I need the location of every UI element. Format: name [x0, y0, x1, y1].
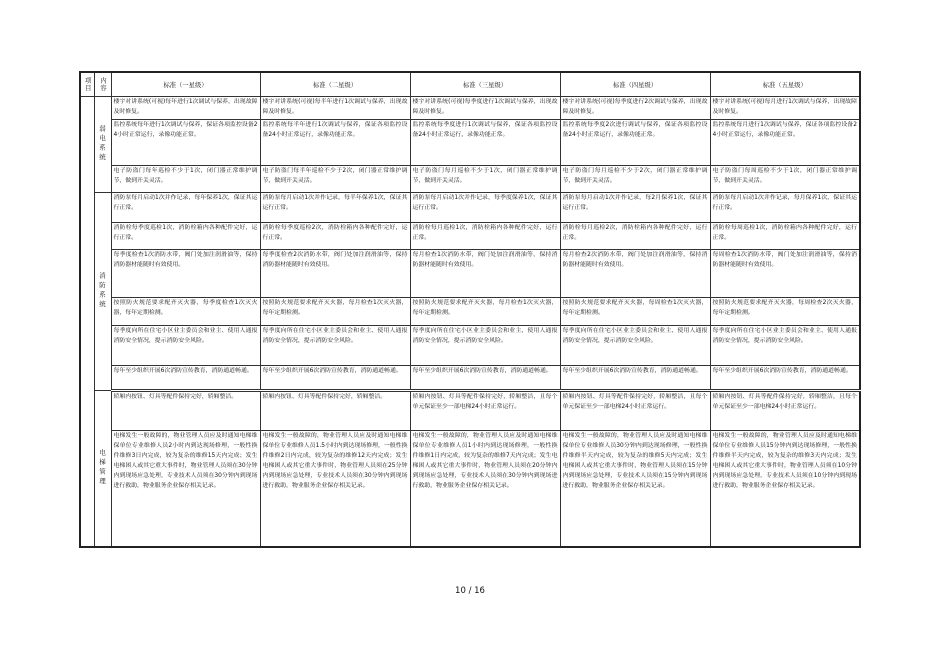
table-cell: 按照防火规范要求配齐灭火器，每周检查2次灭火器，每年定期检测。: [710, 298, 860, 325]
table-row: [80, 298, 860, 325]
table-cell: 轿厢内按钮、灯具等配件保持完好，轿厢整洁。: [111, 390, 260, 430]
header-level-1: 标准（一星级）: [111, 72, 260, 96]
table-row: [80, 119, 860, 165]
table-row: [80, 222, 860, 249]
table-cell: 监控系统每月进行1次调试与保养，保证各项监控设备24小时正常运行，录像功能正常。: [710, 119, 860, 165]
table-cell: 每年至少组织开展6次消防宣传教育，消防通道畅通。: [710, 365, 860, 390]
table-cell: 消防栓每季度巡检2次，消防栓箱内各种配件完好，运行正常。: [260, 222, 410, 249]
table-row: [80, 193, 860, 222]
table-cell: 消防泵每月启动1次并作记录，每2月保养1次，保证其运行正常。: [560, 193, 710, 222]
table-cell: 每季度向所在住宅小区业主委员会和业主、使用人通报消防安全情况，提示消防安全风险。: [560, 325, 710, 365]
table-cell: 电梯发生一般故障的，物业管理人员应及时通知电梯维保单位专业维修人员30分钟内到达现场修理，一般性换件维修半天内完成，较为复杂的维修5天内完成；发生电梯困人或其它重大事件时，物业管理人员须在15分钟内到现场应急处理，专业技术人员须在15分钟内到现场进行救助，物业服务企业保存相关记录。: [560, 430, 710, 547]
table-cell: 按照防火规范要求配齐灭火器，每周检查1次灭火器，每年定期检测。: [560, 298, 710, 325]
table-cell: 每周检查1次消防水带，阀门处加注润滑油等，保持消防器材能随时有效使用。: [710, 249, 860, 297]
table-row: [80, 96, 860, 119]
table-cell: 监控系统每半年进行1次调试与保养，保证各项监控设备24小时正常运行，录像功能正常。: [260, 119, 410, 165]
table-cell: 消防栓每季度巡检1次，消防栓箱内各种配件完好，运行正常。: [111, 222, 260, 249]
table-cell: 每季度向所在住宅小区业主委员会和业主、使用人通报消防安全情况，提示消防安全风险。: [710, 325, 860, 365]
table-cell: 楼宇对讲系统(可视)每季度进行2次调试与保养，出现故障及时修复。: [560, 96, 710, 119]
table-cell: 楼宇对讲系统(可视)每季度进行1次调试与保养，出现故障及时修复。: [410, 96, 560, 119]
table-cell: 每季度检查2次消防水带，阀门处加注润滑油等，保持消防器材能随时有效使用。: [260, 249, 410, 297]
table-row: [80, 390, 860, 430]
table-cell: 每季度向所在住宅小区业主委员会和业主、使用人通报消防安全情况，提示消防安全风险。: [410, 325, 560, 365]
table-cell: 楼宇对讲系统(可视)每月进行1次调试与保养，出现故障及时修复。: [710, 96, 860, 119]
table-cell: 轿厢内按钮、灯具等配件保持完好，轿厢整洁。: [260, 390, 410, 430]
table-cell: 轿厢内按钮、灯具等配件保持完好，轿厢整洁，且每个单元保证至少一部电梯24小时正常运行。: [710, 390, 860, 430]
table-cell: 电子防盗门每半年巡检不少于2次，闭门器正常维护调节，做到开关灵活。: [260, 165, 410, 192]
table-cell: 每季度检查1次消防水带，阀门处加注润滑油等，保持消防器材能随时有效使用。: [111, 249, 260, 297]
table-cell: 电梯发生一般故障的，物业管理人员应及时通知电梯维保单位专业维修人员2小时内到达现场修理，一般性换件维修3日内完成，较为复杂的维修15天内完成；发生电梯困人或其它重大事件时，物业管理人员须在30分钟内到现场应急处理，专业技术人员须在30分钟内到现场进行救助，物业服务企业保存相关记录。: [111, 430, 260, 547]
table-cell: 每年至少组织开展6次消防宣传教育，消防通道畅通。: [560, 365, 710, 390]
table-cell: 消防栓每月巡检2次，消防栓箱内各种配件完好，运行正常。: [560, 222, 710, 249]
table-cell: 按照防火规范要求配齐灭火器，每月检查1次灭火器，每年定期检测。: [410, 298, 560, 325]
header-level-2: 标准（二星级）: [260, 72, 410, 96]
header-level-5: 标准（五星级）: [710, 72, 860, 96]
table-cell: 消防泵每月启动1次并作记录，每月保养1次，保证其运行正常。: [710, 193, 860, 222]
table-cell: 每年至少组织开展6次消防宣传教育，消防通道畅通。: [410, 365, 560, 390]
table-cell: 电子防盗门每月巡检不少于2次，闭门器正常维护调节，做到开关灵活。: [560, 165, 710, 192]
header-level-3: 标准（三星级）: [410, 72, 560, 96]
table-row: [80, 365, 860, 390]
table-cell: 每季度向所在住宅小区业主委员会和业主、使用人通报消防安全情况，提示消防安全风险。: [260, 325, 410, 365]
table-cell: 按照防火规范要求配齐灭火器，每季度检查1次灭火器，每年定期检测。: [111, 298, 260, 325]
table-cell: 消防泵每月启动1次并作记录，每半年保养1次，保证其运行正常。: [260, 193, 410, 222]
table-row: [80, 325, 860, 365]
table-row: [80, 430, 860, 547]
table-cell: 轿厢内按钮、灯具等配件保持完好，轿厢整洁，且每个单元保证至少一部电梯24小时正常运行。: [560, 390, 710, 430]
page-number: 10 / 16: [455, 586, 485, 596]
table-cell: 电梯发生一般故障的，物业管理人员应及时通知电梯维保单位专业维修人员1小时内到达现场修理，一般性换件维修1日内完成，较为复杂的维修7天内完成；发生电梯困人或其它重大事件时，物业管理人员须在20分钟内到现场应急处理，专业技术人员须在30分钟内到现场进行救助，物业服务企业保存相关记录。: [410, 430, 560, 547]
table-cell: 轿厢内按钮、灯具等配件保持完好，轿厢整洁，且每个单元保证至少一部电梯24小时正常运行。: [410, 390, 560, 430]
table-cell: 消防栓每周巡检1次，消防栓箱内各种配件完好，运行正常。: [710, 222, 860, 249]
header-row: [80, 72, 860, 96]
table-row: [80, 249, 860, 297]
table-cell: 每年至少组织开展6次消防宣传教育，消防通道畅通。: [260, 365, 410, 390]
table-cell: 按照防火规范要求配齐灭火器，每月检查1次灭火器，每年定期检测。: [260, 298, 410, 325]
table-cell: 每季度向所在住宅小区业主委员会和业主、使用人通报消防安全情况，提示消防安全风险。: [111, 325, 260, 365]
header-level-4: 标准（四星级）: [560, 72, 710, 96]
table-cell: 消防泵每月启动1次并作记录，每年保养1次，保证其运行正常。: [111, 193, 260, 222]
table-cell: 电子防盗门每月巡检不少于1次，闭门器正常维护调节，做到开关灵活。: [410, 165, 560, 192]
table-row: [80, 165, 860, 192]
table-cell: 楼宇对讲系统(可视)每年进行1次调试与保养，出现故障及时修复。: [111, 96, 260, 119]
header-content: 内容: [94, 72, 111, 96]
table-cell: 监控系统每年进行1次调试与保养，保证各项监控设备24小时正常运行，录像功能正常。: [111, 119, 260, 165]
table-cell: 每月检查2次消防水带，阀门处加注润滑油等，保持消防器材能随时有效使用。: [560, 249, 710, 297]
header-item: 项目: [80, 72, 94, 96]
table-cell: 每年至少组织开展6次消防宣传教育，消防通道畅通。: [111, 365, 260, 390]
table-cell: 每月检查1次消防水带，阀门处加注润滑油等，保持消防器材能随时有效使用。: [410, 249, 560, 297]
subcategory-elevator: 电梯管理: [94, 390, 111, 547]
table-cell: 消防栓每月巡检1次，消防栓箱内各种配件完好，运行正常。: [410, 222, 560, 249]
table-cell: 电梯发生一般故障的，物业管理人员应及时通知电梯维保单位专业维修人员1.5小时内到达现场修理，一般性换件维修2日内完成，较为复杂的维修12天内完成；发生电梯困人或其它重大事件时，物业管理人员须在25分钟内到现场应急处理，专业技术人员须在30分钟内到现场进行救助，物业服务企业保存相关记录。: [260, 430, 410, 547]
table-cell: 监控系统每季度2次进行调试与保养，保证各项监控设备24小时正常运行，录像功能正常。: [560, 119, 710, 165]
table-cell: 电子防盗门每年巡检不少于1次，闭门器正常维护调节，做到开关灵活。: [111, 165, 260, 192]
subcategory-weak-current: 弱电系统: [94, 96, 111, 193]
table-cell: 消防泵每月启动1次并作记录，每季度保养1次，保证其运行正常。: [410, 193, 560, 222]
table-cell: 电子防盗门每周巡检不少于1次，闭门器正常维护调节，做到开关灵活。: [710, 165, 860, 192]
table-cell: 楼宇对讲系统(可视)每半年进行1次调试与保养，出现故障及时修复。: [260, 96, 410, 119]
subcategory-fire-system: 消防系统: [94, 193, 111, 391]
category-cell: [80, 96, 94, 547]
table-cell: 监控系统每季度进行1次调试与保养，保证各项监控设备24小时正常运行，录像功能正常。: [410, 119, 560, 165]
table-cell: 电梯发生一般故障的，物业管理人员应及时通知电梯维保单位专业维修人员15分钟内到达现场修理，一般性换件维修半天内完成，较为复杂的维修3天内完成；发生电梯困人或其它重大事件时，物业管理人员须在10分钟内到现场应急处理，专业技术人员须在10分钟内到现场进行救助，物业服务企业保存相关记录。: [710, 430, 860, 547]
standards-table: [79, 71, 861, 548]
